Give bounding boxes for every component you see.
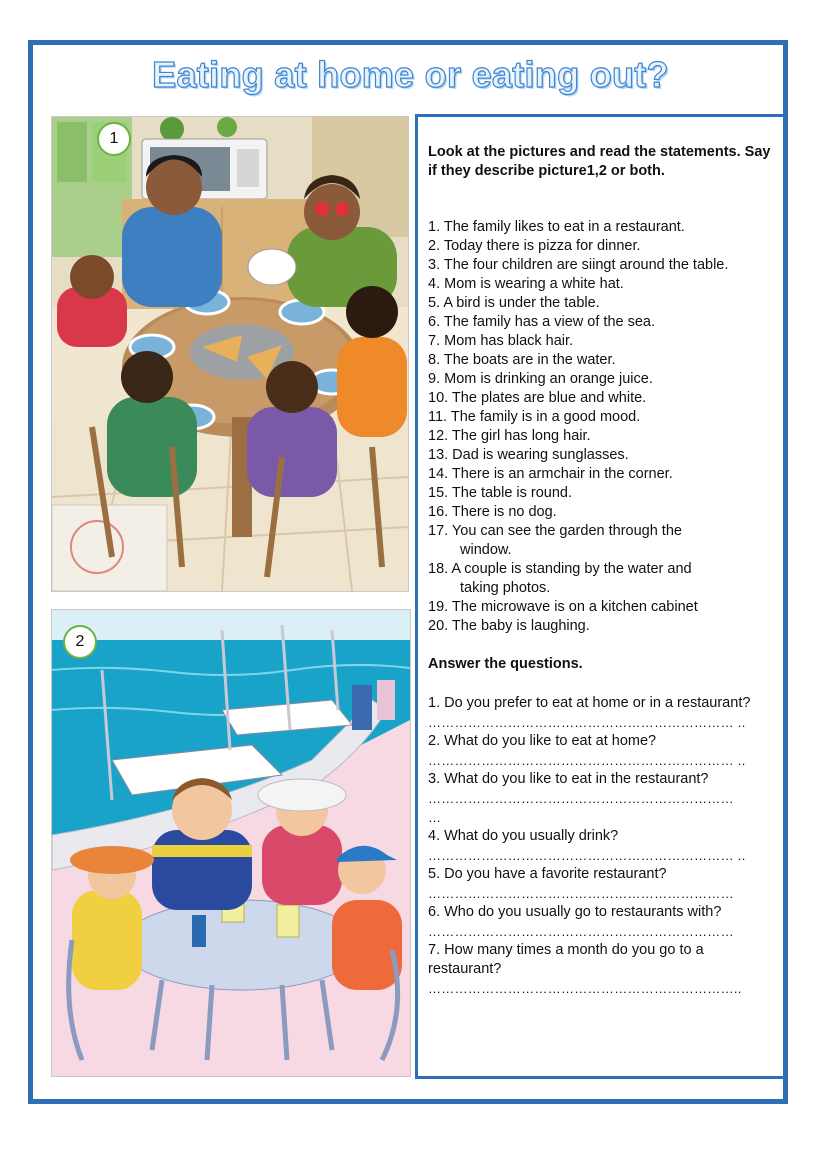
statement-item: 6. The family has a view of the sea. xyxy=(428,314,656,330)
statement-item: 2. Today there is pizza for dinner. xyxy=(428,238,641,254)
picture-1-badge: 1 xyxy=(97,122,131,156)
question-list xyxy=(428,694,778,998)
question-text: 4. What do you usually drink? xyxy=(428,828,619,844)
answer-line[interactable]: …………………………………………………………… xyxy=(428,886,734,901)
statement-item: 14. There is an armchair in the corner. xyxy=(428,466,673,482)
question-text: 2. What do you like to eat at home? xyxy=(428,733,657,749)
statement-18-line2: taking photos. xyxy=(460,580,551,596)
instructions: Look at the pictures and read the statements. Say if they describe picture1,2 or both. xyxy=(428,144,771,179)
statement-item: 7. Mom has black hair. xyxy=(428,333,574,349)
statement-18-line1: 18. A couple is standing by the water and xyxy=(428,561,692,577)
statement-item-18 xyxy=(428,560,780,598)
question-text: 7. How many times a month do you go to a restaurant? xyxy=(428,942,704,977)
picture-2-badge: 2 xyxy=(63,625,97,659)
answer-line[interactable]: …………………………………………………………… .. xyxy=(428,715,746,730)
statement-item: 16. There is no dog. xyxy=(428,504,557,520)
page-title: Eating at home or eating out? xyxy=(152,54,669,95)
statement-item: 12. The girl has long hair. xyxy=(428,428,591,444)
question-item xyxy=(428,694,778,732)
statement-item: 4. Mom is wearing a white hat. xyxy=(428,276,624,292)
statement-item: 20. The baby is laughing. xyxy=(428,618,590,634)
question-text: 5. Do you have a favorite restaurant? xyxy=(428,866,667,882)
answer-line[interactable]: …………………………………………………………… xyxy=(428,924,734,939)
statement-item: 19. The microwave is on a kitchen cabinet xyxy=(428,599,698,615)
statement-item: 13. Dad is wearing sunglasses. xyxy=(428,447,629,463)
statement-item: 3. The four children are siingt around the table. xyxy=(428,257,729,273)
question-text: 6. Who do you usually go to restaurants with? xyxy=(428,904,722,920)
answer-line[interactable]: …………………………………………………………… .. xyxy=(428,848,746,863)
answer-line-continued[interactable]: … xyxy=(428,810,442,825)
answer-line[interactable]: …………………………………………………………… xyxy=(428,791,734,806)
question-item xyxy=(428,941,778,998)
statement-item: 15. The table is round. xyxy=(428,485,573,501)
question-item xyxy=(428,903,778,941)
picture-2-restaurant-by-sea xyxy=(51,609,411,1077)
question-item xyxy=(428,770,778,827)
statement-item: 9. Mom is drinking an orange juice. xyxy=(428,371,653,387)
question-text: 3. What do you like to eat in the restaurant? xyxy=(428,771,709,787)
statement-17-line1: 17. You can see the garden through the xyxy=(428,523,682,539)
statement-item: 11. The family is in a good mood. xyxy=(428,409,641,425)
picture-1-home-dinner xyxy=(51,116,409,592)
answer-questions-heading: Answer the questions. xyxy=(428,656,583,672)
question-item xyxy=(428,865,778,903)
statement-item-17 xyxy=(428,522,780,560)
answer-line[interactable]: …………………………………………………………… .. xyxy=(428,753,746,768)
statement-item: 10. The plates are blue and white. xyxy=(428,390,647,406)
statement-17-line2: window. xyxy=(460,542,512,558)
statement-item: 5. A bird is under the table. xyxy=(428,295,600,311)
question-item xyxy=(428,827,778,865)
question-item xyxy=(428,732,778,770)
statement-item: 8. The boats are in the water. xyxy=(428,352,616,368)
statement-item: 1. The family likes to eat in a restaurant. xyxy=(428,219,685,235)
question-text: 1. Do you prefer to eat at home or in a restaurant? xyxy=(428,695,751,711)
answer-line[interactable]: …………………………………………………………….. xyxy=(428,981,742,996)
statement-list xyxy=(428,218,780,636)
